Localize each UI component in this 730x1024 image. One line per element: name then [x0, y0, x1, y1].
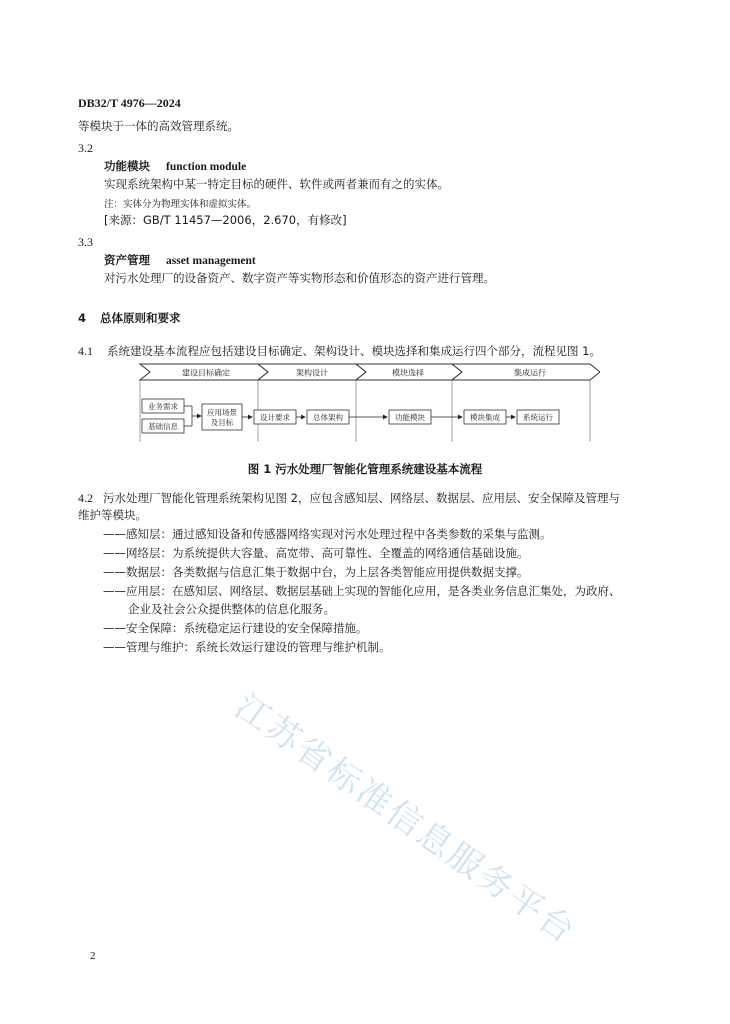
box-module-integration-label: 模块集成: [470, 413, 500, 422]
box-basic-info-label: 基础信息: [148, 422, 178, 431]
box-function-module-label: 功能模块: [395, 413, 425, 422]
clause-4-2-line-1: [78, 490, 620, 506]
section-4-number: 4: [78, 311, 87, 325]
note-3-2: 注：实体分为物理实体和虚拟实体。: [104, 199, 257, 210]
clause-4-1: [78, 343, 601, 359]
clause-number-4-1: 4.1: [78, 344, 93, 358]
figure-1-caption: 图 1 污水处理厂智能化管理系统建设基本流程: [247, 462, 483, 476]
box-overall-architecture-label: 总体架构: [313, 413, 343, 422]
clause-4-2-text: 污水处理厂智能化管理系统架构见图 2，应包含感知层、网络层、数据层、应用层、安全保障及管理与: [103, 491, 620, 505]
box-business-requirement-label: 业务需求: [148, 402, 178, 411]
term-en: asset management: [166, 255, 256, 267]
figure-1-flow-diagram: [138, 362, 600, 444]
clause-4-2-line-2: 维护等模块。: [78, 508, 147, 522]
clause-4-1-text: 系统建设基本流程应包括建设目标确定、架构设计、模块选择和集成运行四个部分，流程见图 1。: [107, 344, 601, 358]
stage-label-2: 架构设计: [296, 368, 328, 378]
source-3-2: [来源：GB/T 11457—2006，2.670，有修改]: [104, 213, 347, 227]
section-4-heading: [78, 310, 181, 326]
list-item-network-layer: ——网络层：为系统提供大容量、高宽带、高可靠性、全覆盖的网络通信基础设施。: [103, 546, 529, 560]
clause-number-3-3: 3.3: [78, 235, 93, 249]
stage-label-3: 模块选择: [392, 368, 424, 378]
clause-number-4-2: 4.2: [78, 491, 93, 505]
term-en: function module: [166, 161, 247, 173]
list-item-application-layer: ——应用层：在感知层、网络层、数据层基础上实现的智能化应用，是各类业务信息汇集处，为政府、: [103, 584, 621, 598]
watermark: 江苏省标准信息服务平台: [227, 686, 584, 953]
box-scene-goal-label-2: 及目标: [210, 418, 234, 427]
term-asset-management: [104, 252, 256, 268]
box-design-requirement-label: 设计要求: [260, 413, 290, 422]
page-number: 2: [90, 950, 96, 962]
list-item-maintenance: ——管理与维护：系统长效运行建设的管理与维护机制。: [103, 640, 391, 654]
term-cn: 功能模块: [104, 159, 150, 173]
stage-label-1: 建设目标确定: [182, 368, 230, 378]
list-item-application-layer-cont: 企业及社会公众提供整体的信息化服务。: [128, 602, 335, 616]
term-cn: 资产管理: [104, 253, 150, 267]
list-item-security: ——安全保障：系统稳定运行建设的安全保障措施。: [103, 621, 368, 635]
definition-3-2: 实现系统架构中某一特定目标的硬件、软件或两者兼而有之的实体。: [104, 177, 449, 191]
clause-number-3-2: 3.2: [78, 141, 93, 155]
box-scene-goal-label-1: 应用场景: [207, 408, 237, 417]
stage-label-4: 集成运行: [514, 368, 546, 378]
box-system-operation-label: 系统运行: [523, 413, 553, 422]
document-id: DB32/T 4976—2024: [78, 96, 181, 110]
definition-3-3: 对污水处理厂的设备资产、数字资产等实物形态和价值形态的资产进行管理。: [104, 271, 495, 285]
continuation-text: 等模块于一体的高效管理系统。: [78, 119, 239, 133]
list-item-perception-layer: ——感知层：通过感知设备和传感器网络实现对污水处理过程中各类参数的采集与监测。: [103, 527, 552, 541]
term-function-module: [104, 158, 246, 174]
list-item-data-layer: ——数据层：各类数据与信息汇集于数据中台，为上层各类智能应用提供数据支撑。: [103, 565, 529, 579]
section-4-title: 总体原则和要求: [100, 311, 181, 325]
